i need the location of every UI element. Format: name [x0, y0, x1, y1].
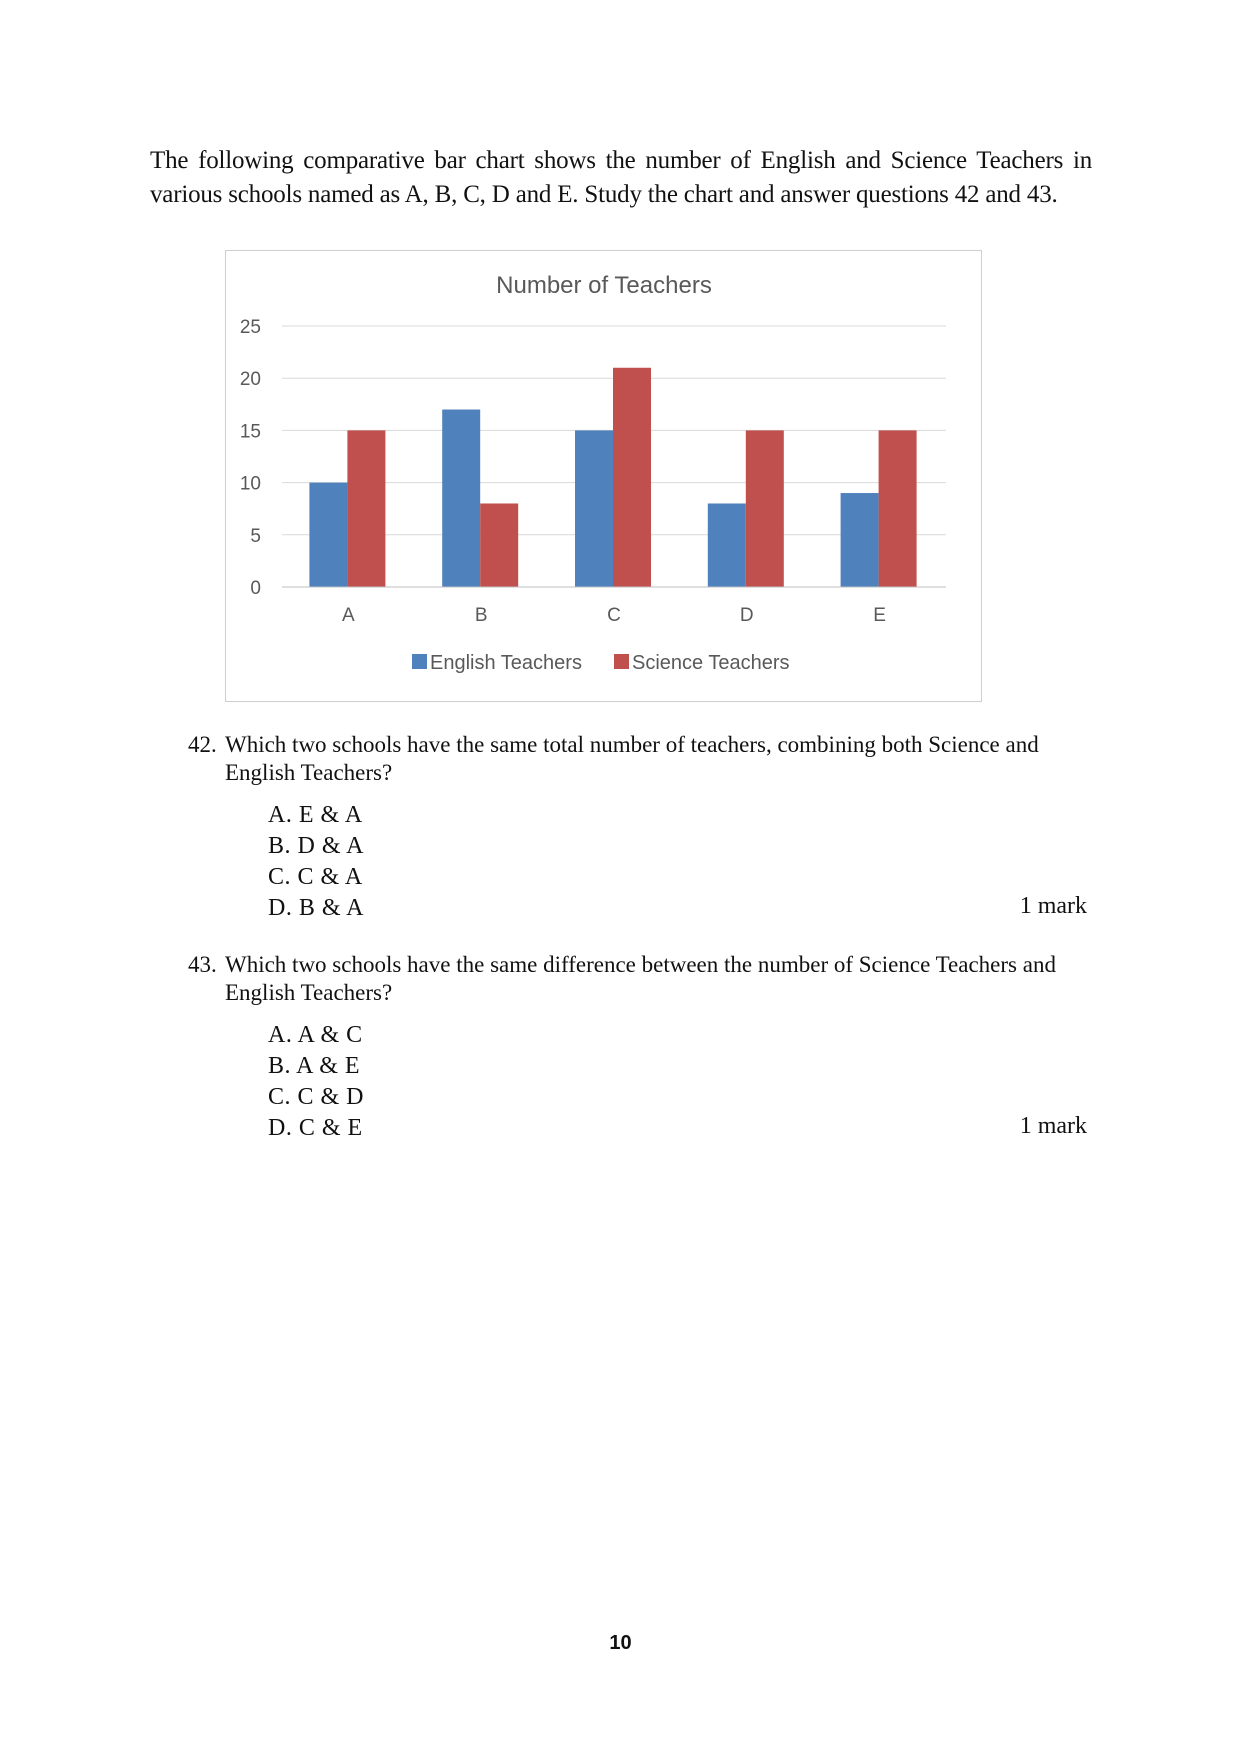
y-tick-label: 15 [239, 421, 261, 443]
option-a: A. A & C [268, 1022, 363, 1048]
x-tick-label: A [342, 605, 355, 626]
legend-label: English Teachers [430, 652, 582, 674]
bar-science-d [746, 430, 784, 587]
bar-english-c [575, 430, 613, 587]
y-tick-label: 5 [250, 525, 261, 547]
option-d: D. B & A [268, 895, 365, 921]
question-number: 42. [188, 732, 217, 757]
x-tick-label: C [607, 605, 621, 626]
legend [412, 652, 790, 674]
option-b: B. A & E [268, 1053, 361, 1079]
x-tick-label: E [873, 605, 886, 626]
page-number: 10 [609, 1632, 632, 1654]
question-42-mark: 1 mark [1019, 893, 1087, 919]
y-axis-ticks [240, 317, 261, 599]
bar-science-a [347, 430, 385, 587]
bars [309, 368, 916, 587]
question-text: Which two schools have the same difference between the number of Science Teachers and English Teachers? [225, 952, 1056, 1005]
chart-title: Number of Teachers [496, 272, 712, 299]
question-text: Which two schools have the same total number of teachers, combining both Science and English Teachers? [225, 732, 1039, 785]
bar-english-a [309, 483, 347, 587]
x-tick-label: B [474, 605, 488, 626]
bar-science-c [613, 368, 651, 587]
bar-english-b [442, 410, 480, 587]
question-42-options [268, 800, 364, 924]
x-axis-ticks [282, 587, 946, 626]
y-tick-label: 10 [239, 473, 261, 495]
option-c: C. C & D [268, 1084, 365, 1110]
question-43-mark: 1 mark [1019, 1113, 1087, 1139]
question-43-options [268, 1020, 364, 1144]
option-c: C. C & A [268, 864, 363, 890]
bar-science-e [879, 430, 917, 587]
option-b: B. D & A [268, 833, 365, 859]
question-number: 43. [188, 952, 217, 977]
legend-swatch [614, 654, 629, 669]
y-tick-label: 25 [239, 317, 261, 338]
bar-english-e [841, 493, 879, 587]
intro-paragraph: The following comparative bar chart shows the number of English and Science Teachers in various schools named as A, B, C, D and E. Study the chart and answer questions 42 and 43. [150, 147, 1092, 208]
bar-english-d [708, 503, 746, 587]
x-tick-label: D [739, 605, 754, 626]
legend-label: Science Teachers [632, 652, 790, 674]
y-tick-label: 0 [250, 578, 261, 599]
option-a: A. E & A [268, 802, 363, 828]
bar-science-b [480, 503, 518, 587]
option-d: D. C & E [268, 1115, 363, 1141]
y-tick-label: 20 [239, 369, 261, 391]
bar-chart [225, 250, 982, 702]
legend-swatch [412, 654, 427, 669]
chart-svg [226, 251, 981, 701]
